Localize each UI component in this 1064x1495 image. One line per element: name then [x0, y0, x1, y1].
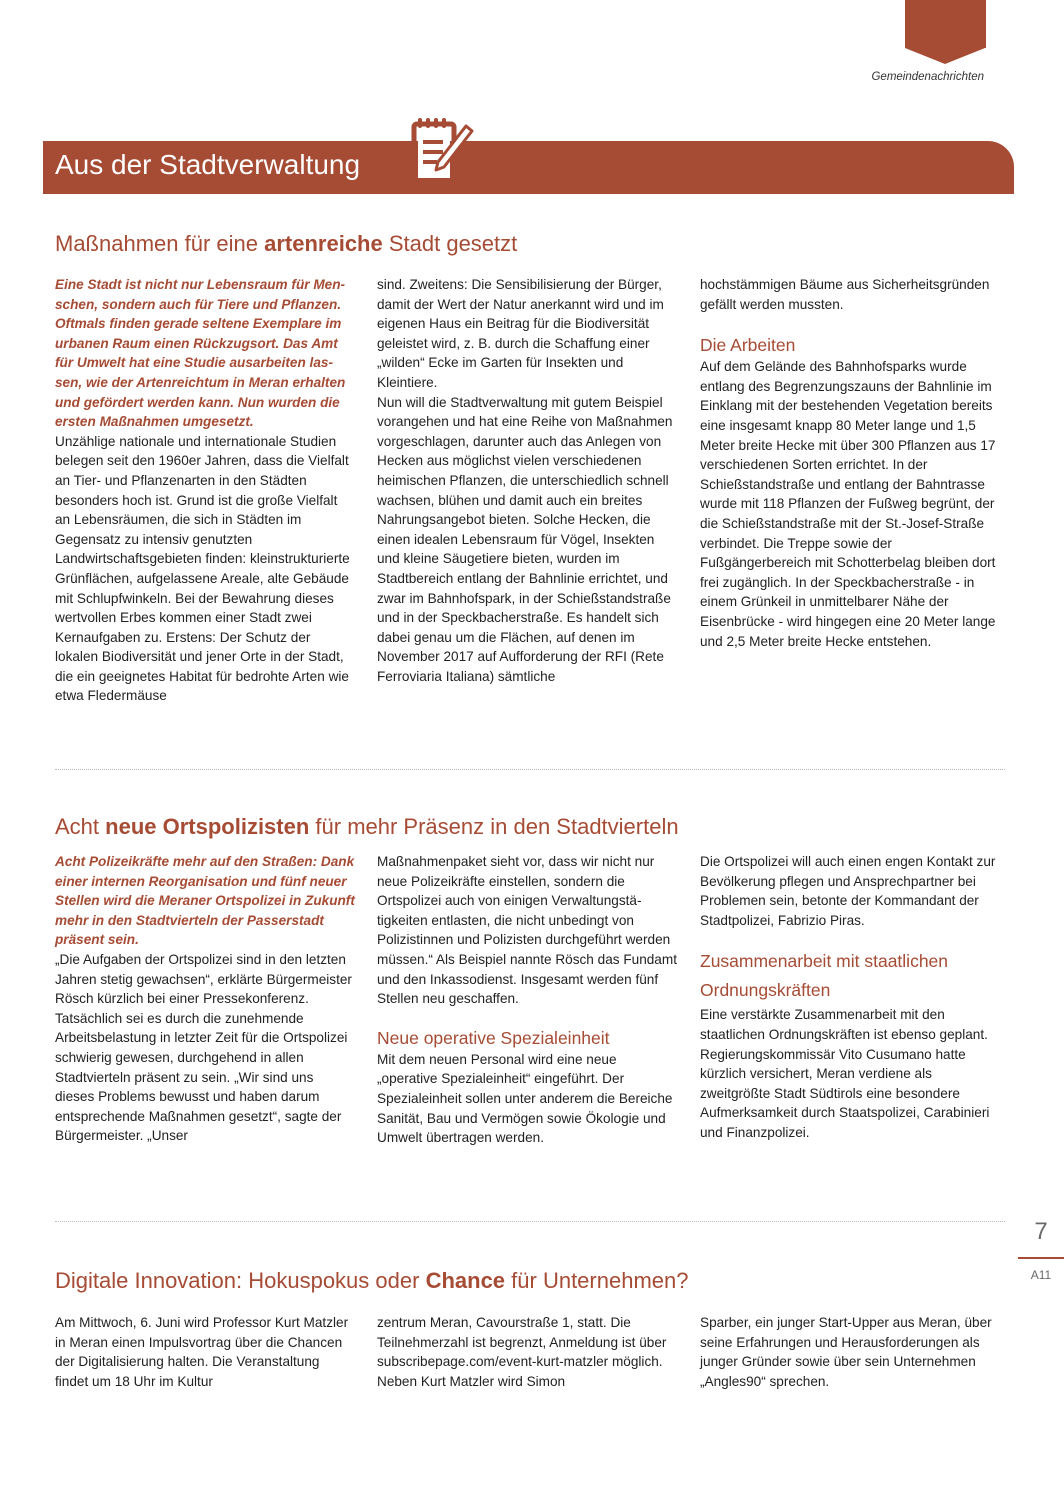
- title-part: Maßnahmen für eine: [55, 231, 265, 256]
- article-body: Eine verstärkte Zusammenarbeit mit den staatlichen Ordnungskräften ist ebenso geplant. Regierungskommissär Vito Cusumano hatte kürzlich versichert, Meran verdiene als zweitgrößte Stadt Südtirols eine besondere Aufmerksamkeit durch Staatspolizei, Carabinieri und Finanzpolizei.: [700, 1007, 990, 1140]
- article-body: Am Mittwoch, 6. Juni wird Professor Kurt Matzler in Meran einen Impulsvortrag über die Chancen der Digitalisierung halten. Die Veranstaltung findet um 18 Uhr im Kultur: [55, 1315, 349, 1389]
- article-body: Unzählige nationale und internationale Studien belegen seit den 1960er Jahren, dass die Vielfalt an Tier- und Pflanzenarten in den Städten besonders hoch ist. Grund ist die große Vielfalt an Lebensräumen, die sich in Städten im Gegensatz zu intensiv genutzten Landwirtschaftsgebieten finden: kleinstrukturierte Grünflächen, aufgelassene Areale, alte Gebäude mit Schlupfwinkeln. Bei der Bewahrung dieses wertvollen Erbes kommen einer Stadt zwei Kernaufgaben zu. Erstens: Der Schutz der lokalen Biodiversität und jener Orte in der Stadt, die ein geeignetes Habitat für bedrohte Arten wie etwa Fledermäuse: [55, 433, 350, 704]
- article3-column-3: [700, 1313, 1000, 1391]
- article2-column-2: [377, 852, 677, 1148]
- article1-column-2: [377, 275, 677, 686]
- title-emphasis: artenreiche: [264, 231, 383, 256]
- divider: [55, 1221, 1005, 1222]
- article-body: Nun will die Stadtverwaltung mit gutem Beispiel vorangehen und hat eine Reihe von Maßnahmen vorgeschlagen, darunter auch das Anlegen von Hecken aus möglichst vielen verschiedenen heimischen Pflanzen, die unterschiedlich schnell wachsen, blühen und damit auch ein breites Nahrungsangebot bieten. Solche Hecken, die einen idealen Lebensraum für Vögel, Insekten und kleine Säugetiere bieten, wurden im Stadtbereich entlang der Bahnlinie errichtet, und zwar im Bahnhofspark, in der Schießstandstraße und in der Speckbacherstraße. Es handelt sich dabei genau um die Flächen, auf denen im November 2017 auf Aufforderung der RFI (Rete Ferroviaria Italiana) sämtliche: [377, 394, 673, 684]
- article-body: Die Ortspolizei will auch einen engen Kontakt zur Bevölkerung pflegen und Ansprechpartner bei Problemen sein, betonte der Kommandant der Stadtpolizei, Fabrizio Piras.: [700, 854, 996, 928]
- subheading: Die Arbeiten: [700, 335, 796, 356]
- article-body: Mit dem neuen Personal wird eine neue „operative Spezialeinheit“ eingeführt. Der Spezialeinheit sollen unter anderem die Bereiche Sanität, Bau und Vermögen sowie Ökologie und Umwelt übertragen werden.: [377, 1051, 673, 1146]
- subheading: Neue operative Spezialeinheit: [377, 1027, 610, 1048]
- section-banner: [43, 141, 1014, 194]
- section-label: Gemeindenachrichten: [871, 71, 984, 83]
- title-part: Acht: [55, 814, 106, 839]
- title-part: Stadt gesetzt: [382, 231, 518, 256]
- article1-column-3: [700, 275, 1000, 651]
- article-body: zentrum Meran, Cavourstraße 1, statt. Die Teilnehmerzahl ist begrenzt, Anmeldung ist über subscribepage.com/event-kurt-matzler möglich. Neben Kurt Matzler wird Simon: [377, 1315, 667, 1389]
- article-body: Auf dem Gelände des Bahnhofsparks wurde entlang des Begrenzungszauns der Bahnlinie im Einklang mit der bestehenden Vegetation bereits eine insgesamt knapp 80 Meter lange und 1,5 Meter breite Hecke mit über 300 Pflanzen aus 17 verschiedenen Sorten errichtet. In der Schießstandstraße und entlang der Bahntrasse wurde mit 118 Pflanzen der Fußweg begrünt, der die Schießstandstraße mit der St.-Josef-Straße verbindet. Die Treppe sowie der Fußgängerbereich mit Schotterbelag bleiben dort frei zugänglich. In der Speckbacherstraße - in einem Grünkeil in unmittelbarer Nähe der Eisenbrücke - wird hingegen eine 20 Meter lange und 2,5 Meter breite Hecke entstehen.: [700, 359, 996, 649]
- article-title-artenreiche: [55, 231, 517, 257]
- title-part: für Unternehmen?: [505, 1268, 689, 1293]
- article-body: sind. Zweitens: Die Sensibilisierung der Bürger, damit der Wert der Natur anerkannt wird und im eigenen Haus ein Beitrag für die Biodiversität geleistet wird, z. B. durch die Schaffung einer „wilden“ Ecke im Garten für Insekten und Kleintiere.: [377, 277, 664, 390]
- title-part: für mehr Präsenz in den Stadtvierteln: [309, 814, 679, 839]
- article-body: Sparber, ein junger Start-Upper aus Meran, über seine Erfahrungen und Herausforderungen als junger Gründer sowie über sein Unternehmen „Angles90“ sprechen.: [700, 1315, 992, 1389]
- section-tab-marker: [905, 0, 986, 48]
- banner-title: Aus der Stadtverwaltung: [55, 149, 361, 180]
- article-lead: Eine Stadt ist nicht nur Lebensraum für Menschen, sondern auch für Tiere und Pflanzen. Oftmals finden gerade seltene Exemplare im urbanen Raum einen Rückzugsort. Das Amt für Umwelt hat eine Studie ausarbeiten lassen, wie der Artenreichtum in Meran erhalten und gefördert werden kann. Nun wurden die ersten Maßnahmen umgesetzt.: [55, 277, 346, 430]
- article-title-ortspolizisten: [55, 814, 679, 840]
- article-body: „Die Aufgaben der Ortspolizei sind in den letzten Jahren stetig gewachsen“, erklärte Bürgermeister Rösch kürzlich bei einer Pressekonferenz. Tatsächlich sei es durch die zunehmende Arbeitsbelastung in letzter Zeit für die Ortspolizei schwierig gewesen, durchgehend in allen Stadtvierteln präsent zu sein. „Wir sind uns dieses Problems bewusst und haben darum entsprechende Maßnahmen gesetzt“, sagte der Bürgermeister. „Unser: [55, 951, 352, 1144]
- page-number: 7: [1034, 1218, 1048, 1245]
- article3-column-1: [55, 1313, 355, 1391]
- notepad-pencil-icon: [408, 110, 484, 195]
- page-number-bar: [1018, 1257, 1064, 1259]
- article-body: Maßnahmenpaket sieht vor, dass wir nicht nur neue Polizeikräfte einstellen, sondern die Ortspolizei auch von einigen Verwaltungstätigkeiten entlasten, die nicht unbedingt von Polizistinnen und Polizisten durchgeführt werden müssen.“ Als Beispiel nannte Rösch das Fundamt und den Inkassodienst. Insgesamt werden fünf Stellen neu geschaffen.: [377, 854, 677, 1007]
- page-code: A11: [1030, 1268, 1052, 1282]
- article1-column-1: [55, 275, 355, 706]
- article-body: hochstämmigen Bäume aus Sicherheitsgründen gefällt werden mussten.: [700, 277, 990, 312]
- title-emphasis: neue Ortspolizisten: [105, 814, 310, 839]
- title-part: Digitale Innovation: Hokuspokus oder: [55, 1268, 426, 1293]
- divider: [55, 769, 1005, 770]
- article-title-digitale-innovation: [55, 1268, 688, 1294]
- subheading: Zusammenarbeit mit staatlichen Ordnungskräften: [700, 951, 949, 1001]
- article2-column-3: [700, 852, 1000, 1143]
- title-emphasis: Chance: [425, 1268, 506, 1293]
- article-lead: Acht Polizeikräfte mehr auf den Straßen: Dank einer internen Reorganisation und fünf neuer Stellen wird die Meraner Ortspolizei in Zukunft mehr in den Stadtvierteln der Passerstadt präsent sein.: [55, 854, 355, 948]
- article3-column-2: [377, 1313, 677, 1391]
- article2-column-1: [55, 852, 355, 1146]
